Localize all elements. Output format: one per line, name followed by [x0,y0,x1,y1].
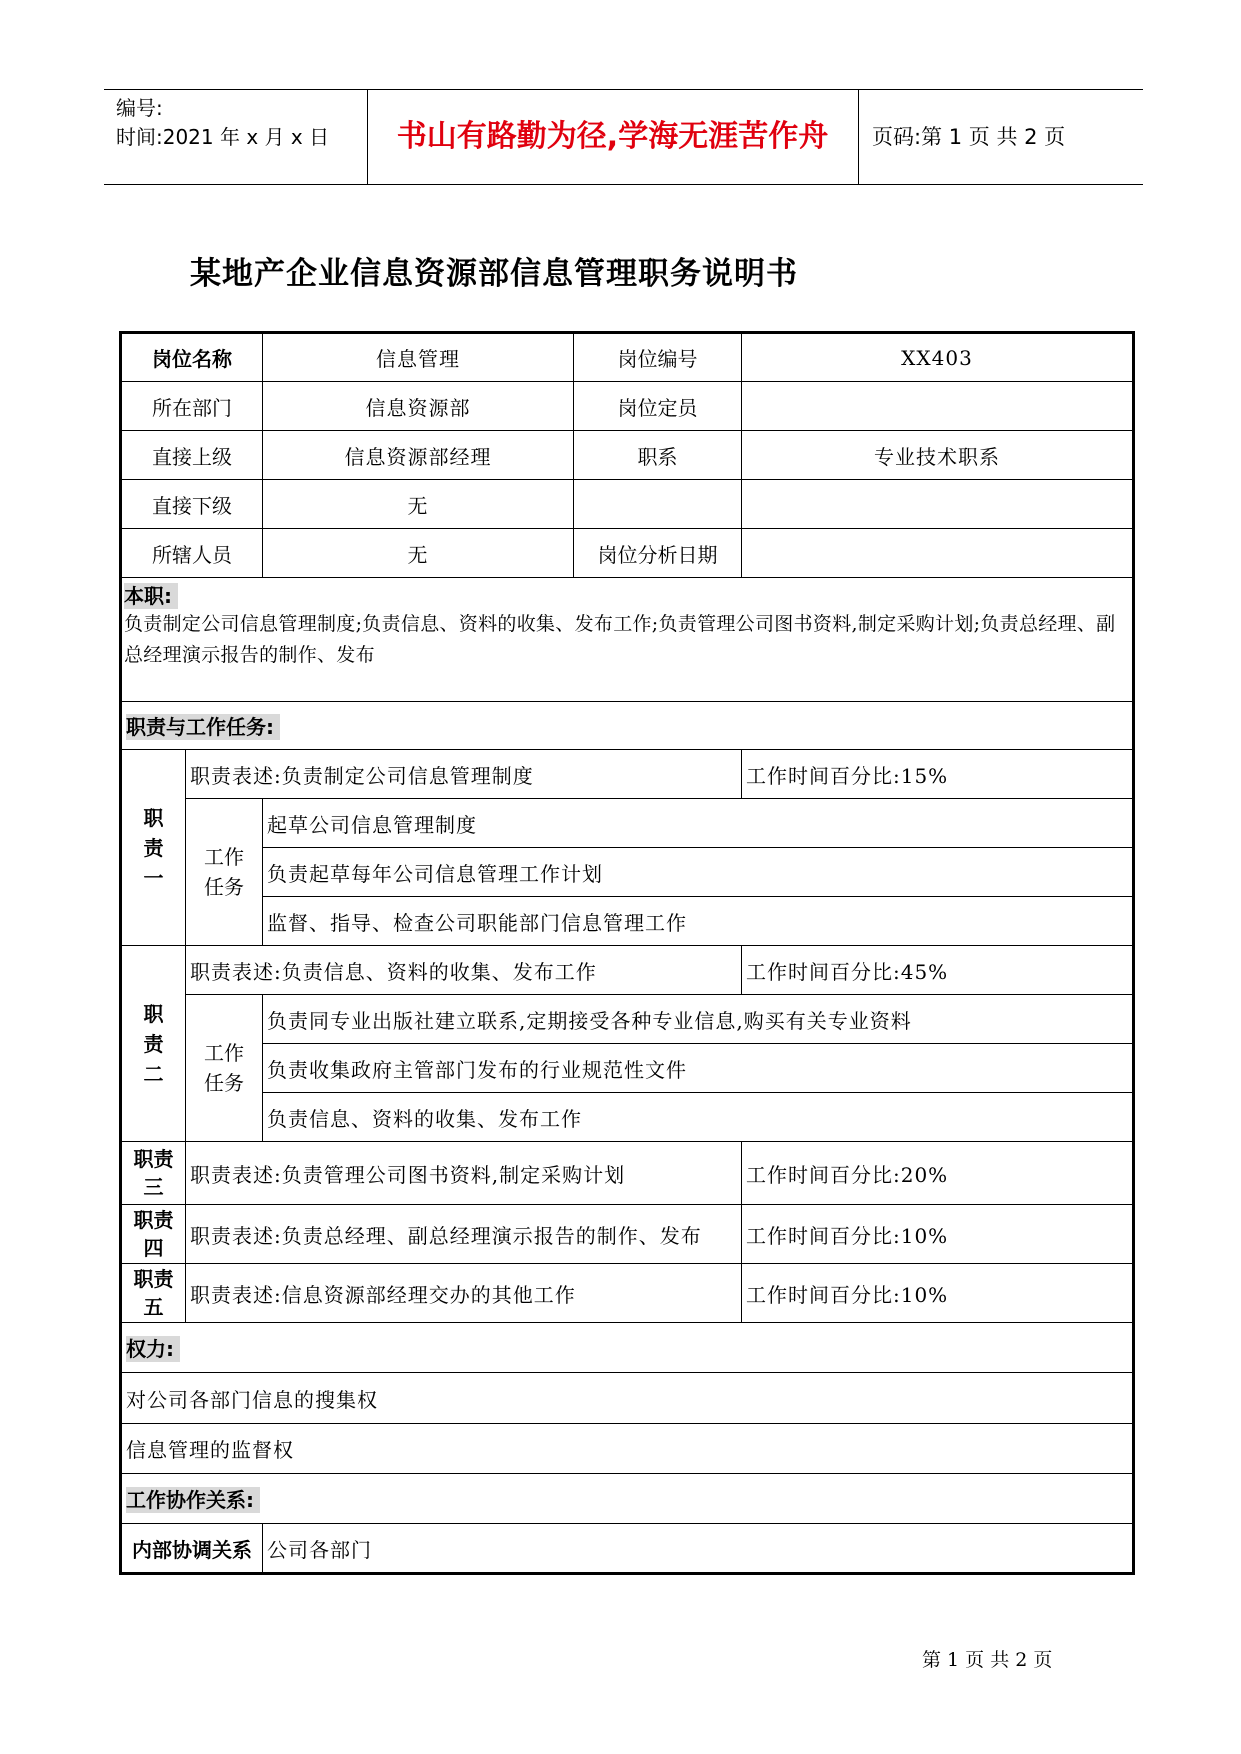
duty-summary-text: 负责制定公司信息管理制度;负责信息、资料的收集、发布工作;负责管理公司图书资料,制定采购计划;负责总经理、副总经理演示报告的制作、发布 [124,613,1116,666]
duty-label: 职责三 [121,1142,186,1205]
duty-description: 职责表述:信息资源部经理交办的其他工作 [186,1264,742,1323]
info-value: 无 [263,529,574,578]
authority-row [121,1424,1134,1474]
internal-coordination-label: 内部协调关系 [121,1524,263,1574]
task-item: 负责收集政府主管部门发布的行业规范性文件 [263,1044,1134,1093]
duty-label: 职责一 [121,750,186,946]
duty-label: 职责五 [121,1264,186,1323]
info-label: 岗位名称 [121,333,263,382]
authority-section-row [121,1323,1134,1373]
info-label: 岗位分析日期 [574,529,742,578]
info-label: 岗位编号 [574,333,742,382]
authority-item: 信息管理的监督权 [121,1424,1134,1474]
task-row [121,848,1134,897]
duty-summary-row [121,578,1134,702]
info-row [121,333,1134,382]
job-description-table [119,331,1135,1575]
duty-label: 职责二 [121,946,186,1142]
task-item: 负责信息、资料的收集、发布工作 [263,1093,1134,1142]
duty-description: 职责表述:负责制定公司信息管理制度 [186,750,742,799]
task-label: 工作任务 [186,799,263,946]
page-header [104,89,1143,185]
info-value: 信息资源部 [263,382,574,431]
info-value: 信息资源部经理 [263,431,574,480]
info-value: XX403 [742,333,1134,382]
document-title: 某地产企业信息资源部信息管理职务说明书 [190,256,798,292]
info-label: 直接上级 [121,431,263,480]
cooperation-label: 工作协作关系: [126,1487,260,1513]
motto: 书山有路勤为径,学海无涯苦作舟 [396,119,829,154]
info-row [121,382,1134,431]
duty-row [121,750,1134,799]
header-meta [116,94,329,152]
task-item: 负责同专业出版社建立联系,定期接受各种专业信息,购买有关专业资料 [263,995,1134,1044]
duty-description: 职责表述:负责管理公司图书资料,制定采购计划 [186,1142,742,1205]
info-value: 无 [263,480,574,529]
task-row [121,995,1134,1044]
info-label: 直接下级 [121,480,263,529]
duty-row [121,1142,1134,1205]
duty-label: 职责四 [121,1205,186,1264]
duty-description: 职责表述:负责总经理、副总经理演示报告的制作、发布 [186,1205,742,1264]
duty-row [121,1264,1134,1323]
info-label: 岗位定员 [574,382,742,431]
header-page-number: 页码:第 1 页 共 2 页 [872,125,1066,149]
info-row [121,529,1134,578]
task-row [121,799,1134,848]
duty-time-percent: 工作时间百分比:10% [742,1264,1134,1323]
duty-description: 职责表述:负责信息、资料的收集、发布工作 [186,946,742,995]
info-label: 职系 [574,431,742,480]
info-label: 所辖人员 [121,529,263,578]
info-value [742,529,1134,578]
info-value [742,480,1134,529]
info-label: 所在部门 [121,382,263,431]
info-value [742,382,1134,431]
tasks-section-label: 职责与工作任务: [126,714,280,740]
task-row [121,1093,1134,1142]
duty-summary-label: 本职: [124,583,178,609]
info-row [121,480,1134,529]
page-footer: 第 1 页 共 2 页 [922,1649,1053,1671]
document-time: 时间:2021 年 x 月 x 日 [116,125,330,149]
authority-row [121,1373,1134,1424]
duty-time-percent: 工作时间百分比:45% [742,946,1134,995]
task-row [121,897,1134,946]
duty-row [121,1205,1134,1264]
duty-time-percent: 工作时间百分比:20% [742,1142,1134,1205]
internal-coordination-value: 公司各部门 [263,1524,1134,1574]
info-label [574,480,742,529]
task-item: 负责起草每年公司信息管理工作计划 [263,848,1134,897]
task-row [121,1044,1134,1093]
tasks-section-row [121,702,1134,750]
duty-time-percent: 工作时间百分比:15% [742,750,1134,799]
task-item: 监督、指导、检查公司职能部门信息管理工作 [263,897,1134,946]
info-row [121,431,1134,480]
document-number-label: 编号: [116,96,163,120]
task-label: 工作任务 [186,995,263,1142]
cooperation-row [121,1524,1134,1574]
duty-row [121,946,1134,995]
info-value: 信息管理 [263,333,574,382]
task-item: 起草公司信息管理制度 [263,799,1134,848]
info-value: 专业技术职系 [742,431,1134,480]
cooperation-section-row [121,1474,1134,1524]
authority-item: 对公司各部门信息的搜集权 [121,1373,1134,1424]
authority-label: 权力: [126,1336,180,1362]
duty-time-percent: 工作时间百分比:10% [742,1205,1134,1264]
